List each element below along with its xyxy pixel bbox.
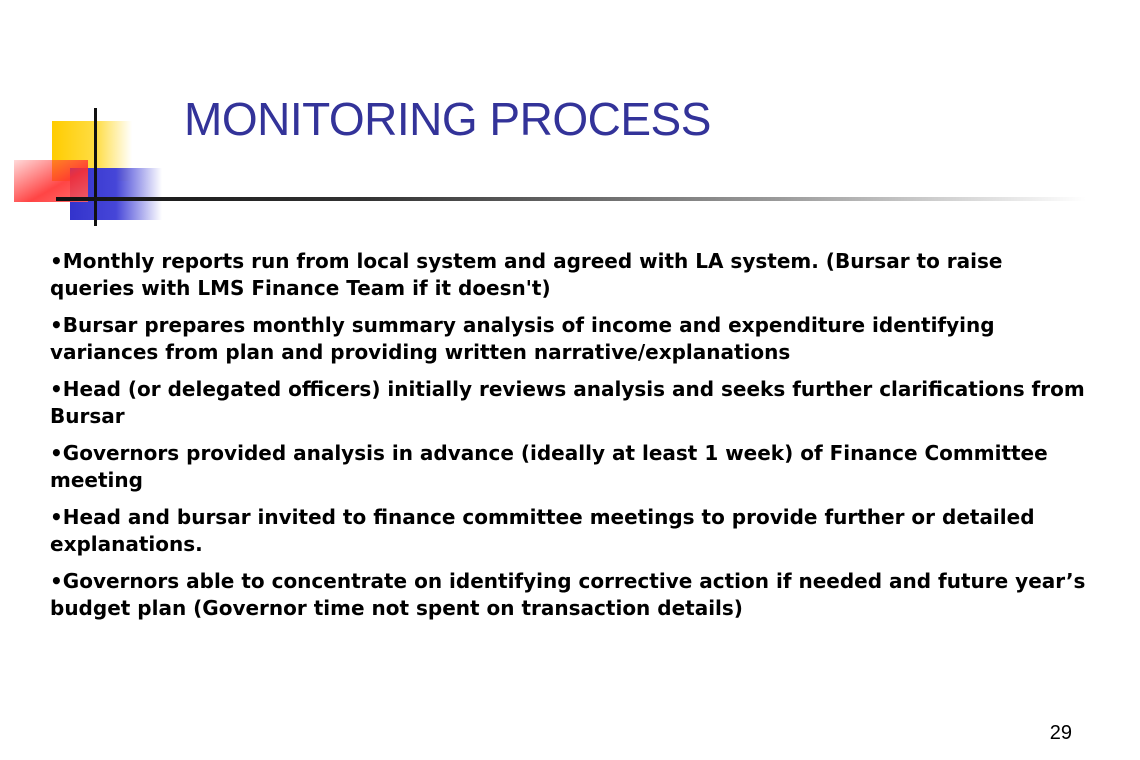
- bullet-item: [50, 440, 1090, 494]
- bullet-item: [50, 504, 1090, 558]
- red-square-decoration: [14, 160, 88, 202]
- bullet-text: • Governors able to concentrate on identifying corrective action if needed and future year’s budget plan (Governor time not spent on transaction details): [50, 569, 1085, 620]
- bullet-text: • Head (or delegated officers) initially reviews analysis and seeks further clarifications from Bursar: [50, 377, 1085, 428]
- title-underline-rule: [56, 197, 1086, 201]
- bullet-text: • Governors provided analysis in advance (ideally at least 1 week) of Finance Committee meeting: [50, 441, 1048, 492]
- bullet-item: [50, 376, 1090, 430]
- bullet-list: [50, 248, 1090, 632]
- page-number: 29: [1049, 722, 1072, 744]
- bullet-item: [50, 312, 1090, 366]
- bullet-text: • Bursar prepares monthly summary analysis of income and expenditure identifying variances from plan and providing written narrative/explanations: [50, 313, 995, 364]
- corner-squares-graphic: [0, 0, 170, 240]
- slide-title: MONITORING PROCESS: [184, 93, 711, 145]
- bullet-text: • Monthly reports run from local system and agreed with LA system. (Bursar to raise queries with LMS Finance Team if it doesn't): [50, 249, 1002, 300]
- bullet-item: [50, 568, 1090, 622]
- vertical-rule-decoration: [94, 108, 97, 226]
- bullet-item: [50, 248, 1090, 302]
- bullet-text: • Head and bursar invited to finance committee meetings to provide further or detailed explanations.: [50, 505, 1035, 556]
